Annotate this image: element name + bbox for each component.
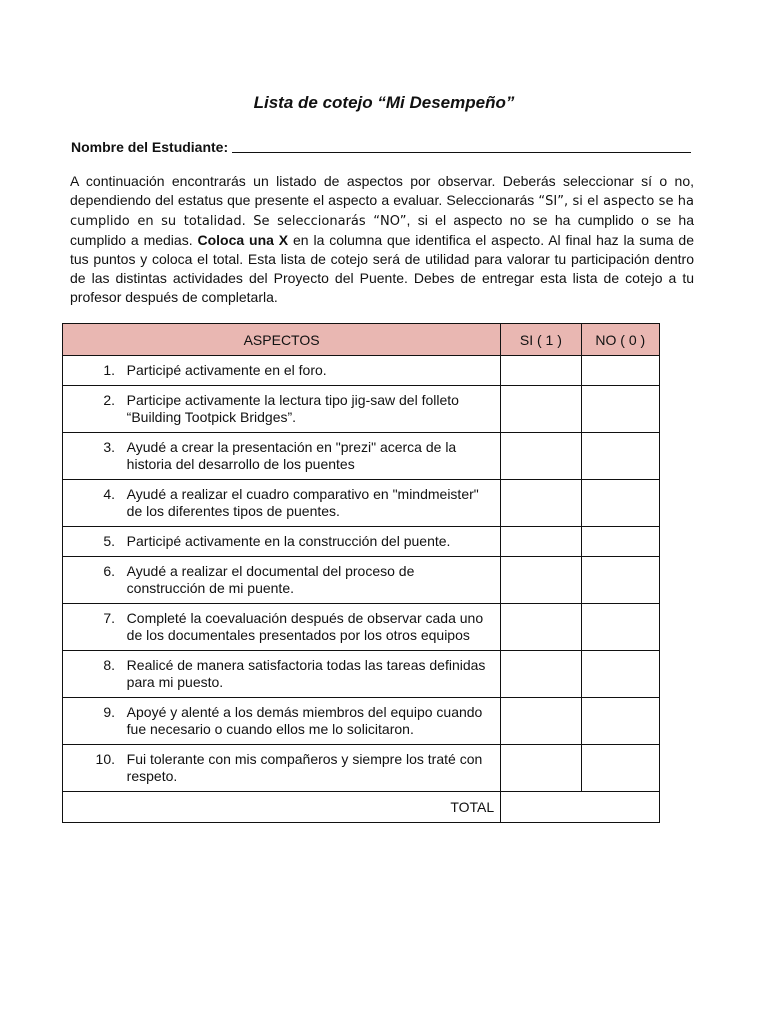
table-row bbox=[63, 356, 660, 386]
si-checkbox-cell[interactable] bbox=[501, 480, 581, 527]
aspect-cell bbox=[63, 698, 501, 745]
si-checkbox-cell[interactable] bbox=[501, 557, 581, 604]
aspect-cell bbox=[63, 386, 501, 433]
si-checkbox-cell[interactable] bbox=[501, 745, 581, 792]
si-checkbox-cell[interactable] bbox=[501, 527, 581, 557]
si-checkbox-cell[interactable] bbox=[501, 433, 581, 480]
aspect-cell bbox=[63, 433, 501, 480]
item-number: 10. bbox=[95, 751, 115, 767]
item-text: Participé activamente en la construcción del puente. bbox=[126, 533, 451, 549]
no-checkbox-cell[interactable] bbox=[581, 480, 659, 527]
student-name-row bbox=[71, 135, 691, 155]
table-row bbox=[63, 651, 660, 698]
item-number: 2. bbox=[103, 392, 115, 408]
table-row bbox=[63, 557, 660, 604]
item-number: 6. bbox=[103, 563, 115, 579]
si-checkbox-cell[interactable] bbox=[501, 356, 581, 386]
item-number: 8. bbox=[103, 657, 115, 673]
student-name-blank-line[interactable] bbox=[232, 138, 691, 153]
table-row bbox=[63, 386, 660, 433]
aspect-cell bbox=[63, 604, 501, 651]
no-checkbox-cell[interactable] bbox=[581, 604, 659, 651]
header-si: SI ( 1 ) bbox=[501, 324, 581, 356]
no-checkbox-cell[interactable] bbox=[581, 386, 659, 433]
total-row bbox=[63, 792, 660, 823]
document-title: Lista de cotejo “Mi Desempeño” bbox=[253, 93, 515, 112]
instructions-text-2: , si el aspecto se ha cumplido en su totalidad. Se seleccionarás bbox=[70, 194, 695, 229]
aspect-cell bbox=[63, 745, 501, 792]
checklist-table bbox=[62, 323, 660, 823]
si-checkbox-cell[interactable] bbox=[501, 651, 581, 698]
no-checkbox-cell[interactable] bbox=[581, 433, 659, 480]
item-number: 9. bbox=[103, 704, 115, 720]
si-checkbox-cell[interactable] bbox=[501, 386, 581, 433]
total-value-cell[interactable] bbox=[501, 792, 660, 823]
si-checkbox-cell[interactable] bbox=[501, 698, 581, 745]
item-text: Realicé de manera satisfactoria todas las tareas definidas para mi puesto. bbox=[126, 657, 486, 690]
no-checkbox-cell[interactable] bbox=[581, 356, 659, 386]
instructions-text-1: A continuación encontrarás un listado de aspectos por observar. Deberás seleccionar sí o no, dependiendo del estatus que presente el aspecto a evaluar. Seleccionarás bbox=[70, 173, 694, 208]
student-name-label: Nombre del Estudiante: bbox=[71, 139, 229, 155]
item-text: Ayudé a realizar el documental del proceso de construcción de mi puente. bbox=[126, 563, 415, 596]
item-number: 7. bbox=[103, 610, 115, 626]
total-label: TOTAL bbox=[63, 792, 501, 823]
aspect-cell bbox=[63, 557, 501, 604]
header-aspects: ASPECTOS bbox=[63, 324, 501, 356]
item-text: Completé la coevaluación después de observar cada uno de los documentales presentados por los otros equipos bbox=[126, 610, 484, 643]
table-row bbox=[63, 604, 660, 651]
no-checkbox-cell[interactable] bbox=[581, 557, 659, 604]
table-row bbox=[63, 433, 660, 480]
item-number: 3. bbox=[103, 439, 115, 455]
no-quote: “NO” bbox=[373, 214, 407, 229]
no-checkbox-cell[interactable] bbox=[581, 651, 659, 698]
table-row bbox=[63, 480, 660, 527]
instructions-bold-text: Coloca una X bbox=[197, 232, 289, 248]
item-number: 5. bbox=[103, 533, 115, 549]
si-checkbox-cell[interactable] bbox=[501, 604, 581, 651]
no-checkbox-cell[interactable] bbox=[581, 527, 659, 557]
item-number: 1. bbox=[103, 362, 115, 378]
item-number: 4. bbox=[103, 486, 115, 502]
si-quote: “SI” bbox=[538, 194, 564, 209]
no-checkbox-cell[interactable] bbox=[581, 745, 659, 792]
instructions-paragraph bbox=[70, 172, 694, 307]
checklist-body bbox=[63, 356, 660, 823]
item-text: Ayudé a crear la presentación en "prezi" acerca de la historia del desarrollo de los puentes bbox=[126, 439, 457, 472]
item-text: Participe activamente la lectura tipo jig-saw del folleto “Building Tootpick Bridges”. bbox=[126, 392, 459, 425]
instructions-text-3: , si el aspecto no se ha cumplido o se ha cumplido a medias. bbox=[70, 212, 694, 248]
no-checkbox-cell[interactable] bbox=[581, 698, 659, 745]
item-text: Apoyé y alenté a los demás miembros del equipo cuando fue necesario o cuando ellos me lo solicitaron. bbox=[126, 704, 483, 737]
item-text: Fui tolerante con mis compañeros y siempre los traté con respeto. bbox=[126, 751, 483, 784]
header-no: NO ( 0 ) bbox=[581, 324, 659, 356]
instructions-text-4: en la columna que identifica el aspecto. Al final haz la suma de tus puntos y coloca el total. Esta lista de cotejo será de utilidad para valorar tu participación dentro de las distintas actividades del Proyecto del Puente. Debes de entregar esta lista de cotejo a tu profesor después de completarla. bbox=[70, 232, 694, 305]
aspect-cell bbox=[63, 480, 501, 527]
table-row bbox=[63, 745, 660, 792]
aspect-cell bbox=[63, 356, 501, 386]
item-text: Ayudé a realizar el cuadro comparativo en "mindmeister" de los diferentes tipos de puentes. bbox=[126, 486, 479, 519]
table-row bbox=[63, 698, 660, 745]
table-header-row bbox=[63, 324, 660, 356]
aspect-cell bbox=[63, 651, 501, 698]
aspect-cell bbox=[63, 527, 501, 557]
table-row bbox=[63, 527, 660, 557]
item-text: Participé activamente en el foro. bbox=[126, 362, 327, 378]
